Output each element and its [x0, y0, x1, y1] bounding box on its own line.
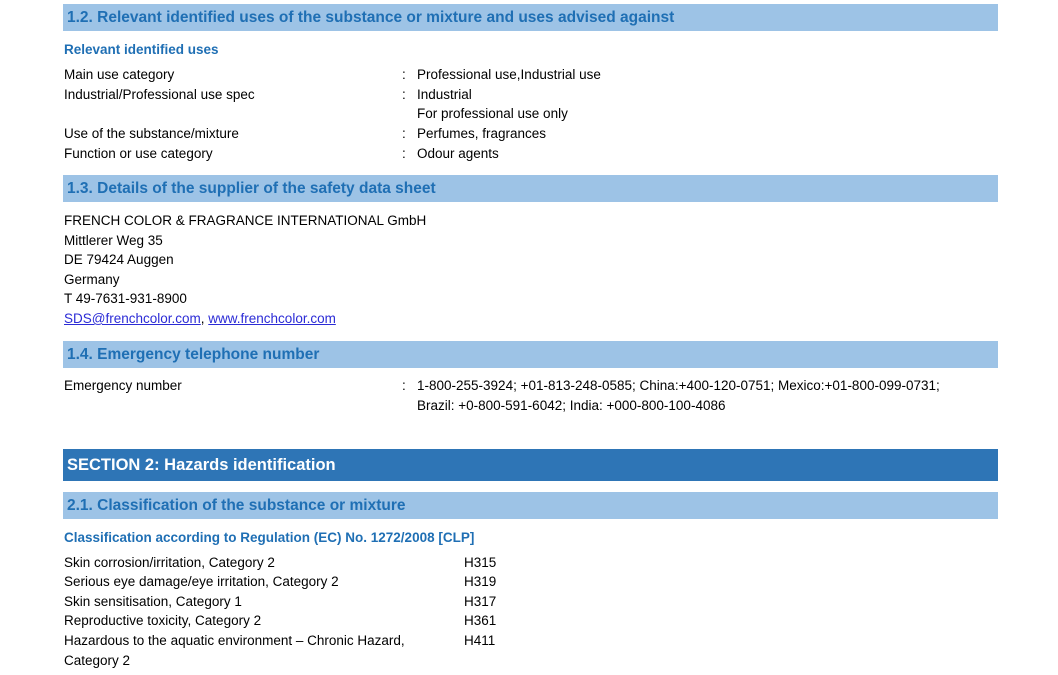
hazard-code: H361	[464, 613, 497, 628]
hazard-label-continued: Category 2	[64, 653, 131, 668]
emergency-number-value-1: 1-800-255-3924; +01-813-248-0585; China:+400-120-0751; Mexico:+01-800-099-0731;	[417, 378, 940, 393]
colon: :	[402, 87, 406, 102]
separator: ,	[200, 311, 209, 326]
main-use-category-value: Professional use,Industrial use	[417, 67, 601, 82]
use-spec-value-1: Industrial	[417, 87, 472, 102]
use-spec-value-2: For professional use only	[417, 106, 568, 121]
hazard-label: Hazardous to the aquatic environment – Chronic Hazard,	[64, 633, 405, 648]
colon: :	[402, 67, 406, 82]
function-category-label: Function or use category	[64, 146, 213, 161]
emergency-number-label: Emergency number	[64, 378, 182, 393]
hazard-label: Skin sensitisation, Category 1	[64, 594, 242, 609]
hazard-label: Reproductive toxicity, Category 2	[64, 613, 262, 628]
hazard-code: H317	[464, 594, 497, 609]
relevant-uses-subheading: Relevant identified uses	[64, 42, 219, 57]
section-1-3-header: 1.3. Details of the supplier of the safety data sheet	[63, 175, 998, 202]
hazard-label: Serious eye damage/eye irritation, Category 2	[64, 574, 339, 589]
hazard-label: Skin corrosion/irritation, Category 2	[64, 555, 275, 570]
supplier-city: DE 79424 Auggen	[64, 252, 174, 267]
emergency-number-value-2: Brazil: +0-800-591-6042; India: +000-800-100-4086	[417, 398, 726, 413]
hazard-code: H411	[464, 633, 496, 648]
function-category-value: Odour agents	[417, 146, 499, 161]
supplier-phone: T 49-7631-931-8900	[64, 291, 187, 306]
section-2-header: SECTION 2: Hazards identification	[63, 449, 998, 481]
supplier-name: FRENCH COLOR & FRAGRANCE INTERNATIONAL GmbH	[64, 213, 427, 228]
hazard-code: H319	[464, 574, 497, 589]
section-1-2-header: 1.2. Relevant identified uses of the substance or mixture and uses advised against	[63, 4, 998, 31]
website-link[interactable]: www.frenchcolor.com	[208, 311, 336, 326]
colon: :	[402, 146, 406, 161]
hazard-code: H315	[464, 555, 497, 570]
email-link[interactable]: SDS@frenchcolor.com	[64, 311, 201, 326]
clp-classification-subheading: Classification according to Regulation (EC) No. 1272/2008 [CLP]	[64, 530, 475, 545]
section-1-4-header: 1.4. Emergency telephone number	[63, 341, 998, 368]
colon: :	[402, 126, 406, 141]
use-of-substance-value: Perfumes, fragrances	[417, 126, 547, 141]
supplier-country: Germany	[64, 272, 120, 287]
main-use-category-label: Main use category	[64, 67, 175, 82]
section-2-1-header: 2.1. Classification of the substance or mixture	[63, 492, 998, 519]
supplier-street: Mittlerer Weg 35	[64, 233, 163, 248]
use-spec-label: Industrial/Professional use spec	[64, 87, 255, 102]
colon: :	[402, 378, 406, 393]
use-of-substance-label: Use of the substance/mixture	[64, 126, 239, 141]
supplier-contact-line	[64, 311, 336, 327]
